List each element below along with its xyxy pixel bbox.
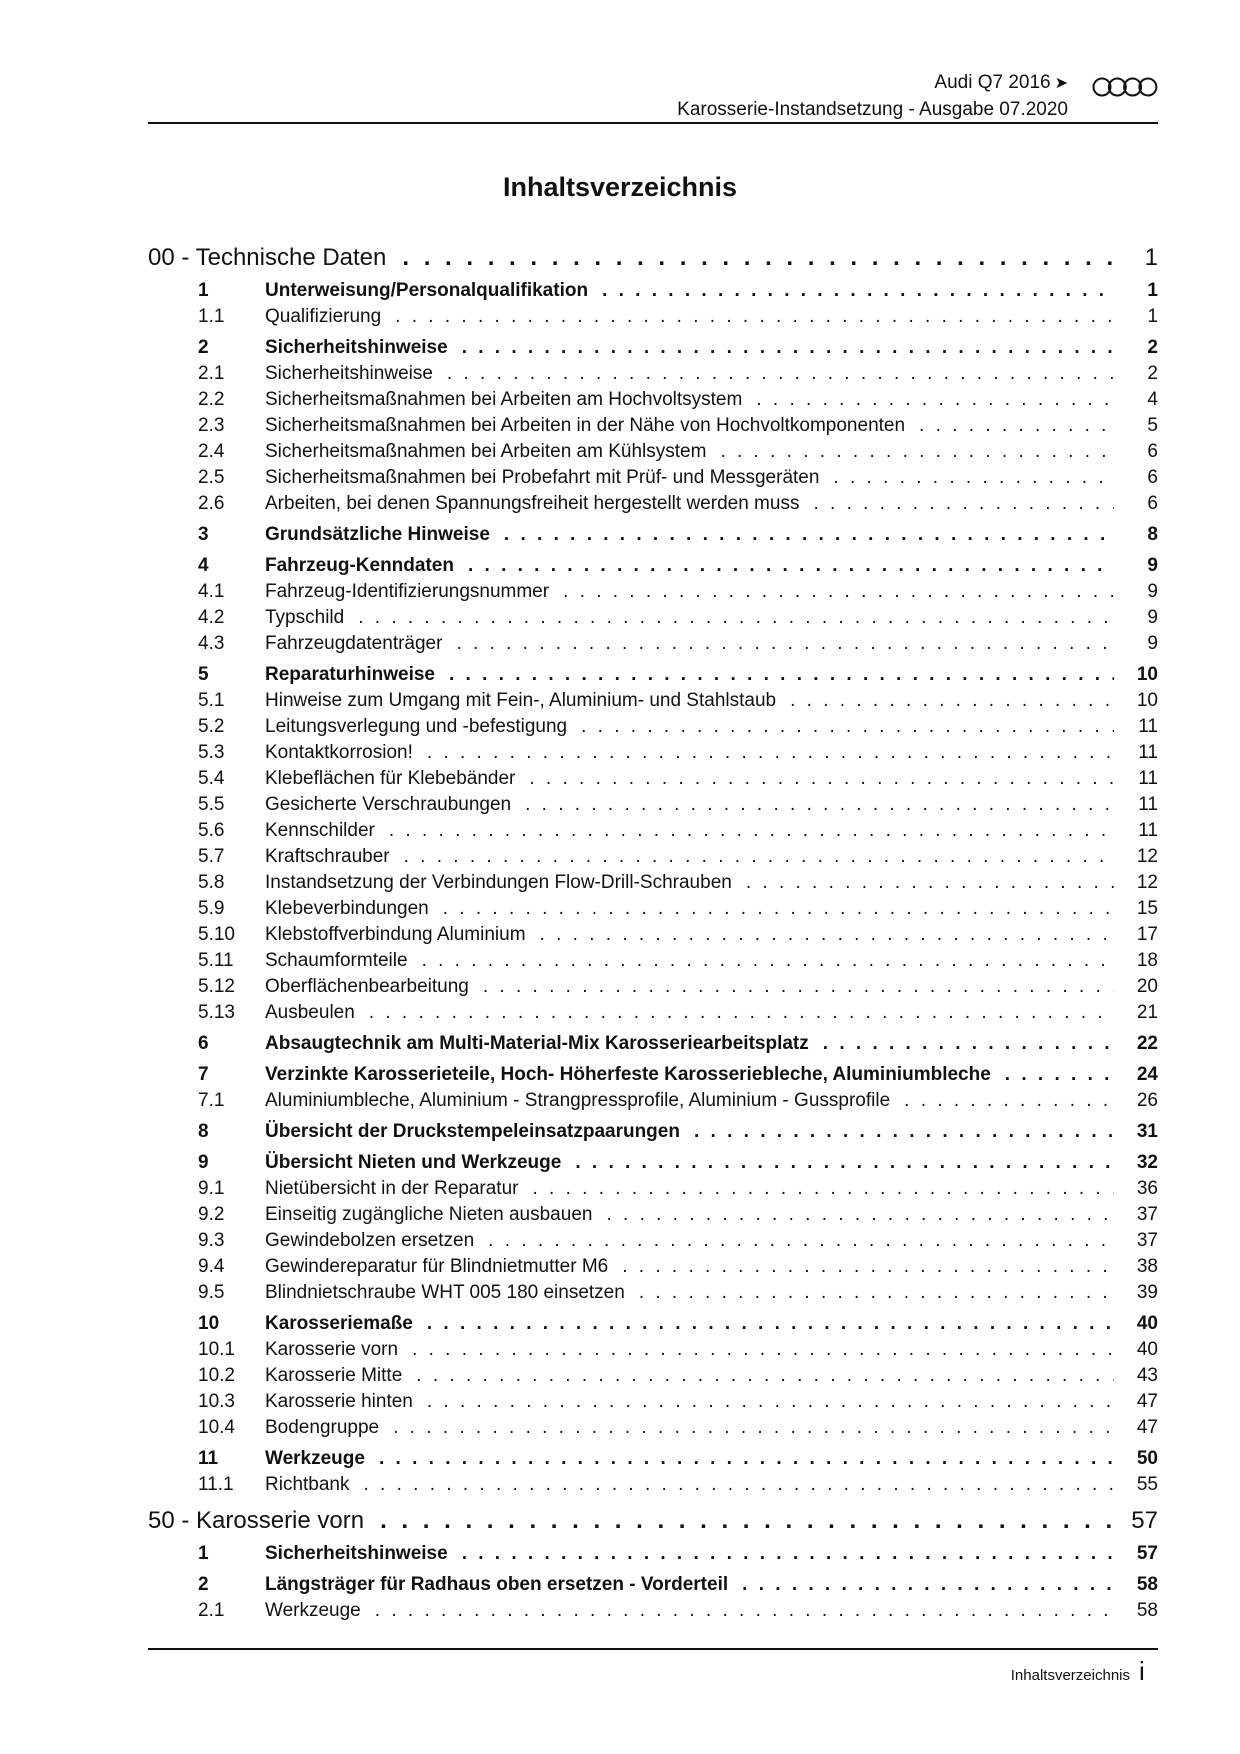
toc-entry-title: Werkzeuge bbox=[265, 1448, 365, 1469]
toc-entry-title: Typschild bbox=[265, 607, 345, 628]
dot-leader bbox=[919, 413, 1114, 439]
toc-entry-number: 2.5 bbox=[198, 467, 225, 488]
dot-leader bbox=[1005, 1062, 1114, 1088]
toc-entry-title: Sicherheitsmaßnahmen bei Arbeiten am Hochvoltsystem bbox=[265, 389, 743, 410]
toc-entry-page: 57 bbox=[1136, 1543, 1158, 1564]
toc-subsection[interactable] bbox=[148, 465, 1158, 491]
toc-entry-number: 6 bbox=[198, 1033, 209, 1054]
toc-subsection[interactable] bbox=[148, 439, 1158, 465]
toc-entry-number: 9 bbox=[198, 1152, 209, 1173]
toc-entry-number: 5.11 bbox=[198, 950, 234, 971]
dot-leader bbox=[379, 1446, 1114, 1472]
toc-subsection[interactable] bbox=[148, 714, 1158, 740]
toc-entry-page: 6 bbox=[1147, 467, 1158, 488]
toc-entry-number: 1 bbox=[198, 1543, 209, 1564]
toc-entry-page: 31 bbox=[1136, 1121, 1158, 1142]
toc-entry-number: 1 bbox=[198, 280, 209, 301]
toc-entry-number: 10 bbox=[198, 1313, 220, 1334]
toc-chapter-page: 1 bbox=[1144, 244, 1158, 271]
toc-entry-title: Ausbeulen bbox=[265, 1002, 355, 1023]
toc-entry-number: 4.3 bbox=[198, 633, 225, 654]
toc-subsection[interactable] bbox=[148, 1000, 1158, 1026]
toc-entry-page: 37 bbox=[1136, 1204, 1158, 1225]
header-divider bbox=[148, 122, 1158, 124]
toc-subsection[interactable] bbox=[148, 818, 1158, 844]
toc-entry-number: 4.2 bbox=[198, 607, 225, 628]
toc-entry-number: 2.6 bbox=[198, 493, 225, 514]
dot-leader bbox=[389, 818, 1114, 844]
toc-entry-title: Karosserie Mitte bbox=[265, 1365, 403, 1386]
toc-section[interactable] bbox=[148, 553, 1158, 579]
dot-leader bbox=[375, 1598, 1114, 1624]
dot-leader bbox=[447, 361, 1114, 387]
toc-section[interactable] bbox=[148, 1541, 1158, 1567]
dot-leader bbox=[720, 439, 1114, 465]
toc-subsection[interactable] bbox=[148, 413, 1158, 439]
toc-entry-title: Sicherheitsmaßnahmen bei Arbeiten am Kühlsystem bbox=[265, 441, 707, 462]
toc-entry-number: 4.1 bbox=[198, 581, 225, 602]
toc-subsection[interactable] bbox=[148, 1254, 1158, 1280]
toc-entry-title: Arbeiten, bei denen Spannungsfreiheit hergestellt werden muss bbox=[265, 493, 800, 514]
toc-entry-number: 5.10 bbox=[198, 924, 235, 945]
toc-entry-page: 58 bbox=[1136, 1600, 1158, 1621]
toc-entry-number: 5.7 bbox=[198, 846, 225, 867]
toc-entry-number: 5.8 bbox=[198, 872, 225, 893]
toc-entry-page: 11 bbox=[1138, 794, 1158, 815]
toc-entry-page: 11 bbox=[1138, 742, 1158, 763]
toc-entry-page: 12 bbox=[1136, 846, 1158, 867]
toc-entry-number: 2 bbox=[198, 1574, 209, 1595]
dot-leader bbox=[456, 631, 1114, 657]
table-of-contents bbox=[148, 243, 1158, 1624]
toc-subsection[interactable] bbox=[148, 491, 1158, 517]
toc-entry-number: 5.6 bbox=[198, 820, 225, 841]
toc-entry-page: 55 bbox=[1136, 1474, 1158, 1495]
toc-entry-page: 40 bbox=[1136, 1339, 1158, 1360]
toc-subsection[interactable] bbox=[148, 792, 1158, 818]
toc-entry-title: Fahrzeug-Identifizierungsnummer bbox=[265, 581, 550, 602]
toc-subsection[interactable] bbox=[148, 1472, 1158, 1498]
toc-entry-title: Gewindebolzen ersetzen bbox=[265, 1230, 475, 1251]
toc-chapter-page: 57 bbox=[1131, 1507, 1158, 1534]
toc-entry-page: 43 bbox=[1136, 1365, 1158, 1386]
toc-entry-title: Bodengruppe bbox=[265, 1417, 380, 1438]
toc-entry-page: 24 bbox=[1136, 1064, 1158, 1085]
toc-entry-title: Werkzeuge bbox=[265, 1600, 361, 1621]
toc-entry-number: 5.4 bbox=[198, 768, 225, 789]
toc-entry-number: 5 bbox=[198, 664, 209, 685]
toc-entry-number: 10.2 bbox=[198, 1365, 235, 1386]
toc-entry-page: 26 bbox=[1136, 1090, 1158, 1111]
toc-entry-title: Sicherheitshinweise bbox=[265, 1543, 448, 1564]
toc-section[interactable] bbox=[148, 662, 1158, 688]
header-subtitle: Karosserie-Instandsetzung - Ausgabe 07.2020 bbox=[677, 99, 1068, 120]
toc-chapter[interactable] bbox=[148, 243, 1158, 273]
toc-entry-title: Fahrzeugdatenträger bbox=[265, 633, 443, 654]
dot-leader bbox=[904, 1088, 1114, 1114]
toc-entry-number: 11 bbox=[198, 1448, 219, 1469]
toc-subsection[interactable] bbox=[148, 922, 1158, 948]
dot-leader bbox=[813, 491, 1114, 517]
toc-entry-page: 37 bbox=[1136, 1230, 1158, 1251]
toc-entry-title: Klebeflächen für Klebebänder bbox=[265, 768, 516, 789]
toc-entry-page: 11 bbox=[1138, 716, 1158, 737]
toc-entry-page: 9 bbox=[1147, 633, 1158, 654]
toc-title: Inhaltsverzeichnis bbox=[502, 172, 738, 202]
toc-entry-title: Kennschilder bbox=[265, 820, 375, 841]
toc-entry-title: Übersicht der Druckstempeleinsatzpaarungen bbox=[265, 1121, 680, 1142]
toc-entry-title: Sicherheitshinweise bbox=[265, 363, 433, 384]
toc-subsection[interactable] bbox=[148, 1176, 1158, 1202]
toc-entry-page: 15 bbox=[1136, 898, 1158, 919]
toc-entry-number: 10.1 bbox=[198, 1339, 235, 1360]
toc-entry-number: 1.1 bbox=[198, 306, 225, 327]
dot-leader bbox=[416, 1363, 1114, 1389]
dot-leader bbox=[462, 1541, 1114, 1567]
dot-leader bbox=[742, 1572, 1114, 1598]
toc-entry-title: Klebeverbindungen bbox=[265, 898, 429, 919]
toc-entry-number: 9.3 bbox=[198, 1230, 225, 1251]
toc-entry-page: 5 bbox=[1147, 415, 1158, 436]
toc-entry-page: 8 bbox=[1147, 524, 1158, 545]
toc-entry-title: Gesicherte Verschraubungen bbox=[265, 794, 512, 815]
dot-leader bbox=[393, 1415, 1114, 1441]
toc-entry-number: 5.9 bbox=[198, 898, 225, 919]
toc-entry-title: Längsträger für Radhaus oben ersetzen - Vorderteil bbox=[265, 1574, 729, 1595]
toc-subsection[interactable] bbox=[148, 766, 1158, 792]
toc-entry-page: 32 bbox=[1136, 1152, 1158, 1173]
toc-entry-page: 38 bbox=[1136, 1256, 1158, 1277]
toc-entry-title: Richtbank bbox=[265, 1474, 350, 1495]
toc-entry-title: Kontaktkorrosion! bbox=[265, 742, 413, 763]
dot-leader bbox=[404, 844, 1114, 870]
toc-entry-page: 2 bbox=[1147, 363, 1158, 384]
toc-entry-page: 4 bbox=[1147, 389, 1158, 410]
toc-entry-page: 2 bbox=[1147, 337, 1158, 358]
dot-leader bbox=[622, 1254, 1114, 1280]
toc-entry-page: 1 bbox=[1147, 280, 1158, 301]
toc-entry-title: Kraftschrauber bbox=[265, 846, 390, 867]
dot-leader bbox=[504, 522, 1114, 548]
toc-entry-page: 6 bbox=[1147, 493, 1158, 514]
toc-entry-page: 9 bbox=[1147, 555, 1158, 576]
toc-entry-title: Reparaturhinweise bbox=[265, 664, 435, 685]
toc-entry-number: 3 bbox=[198, 524, 209, 545]
dot-leader bbox=[823, 1031, 1114, 1057]
toc-entry-number: 10.4 bbox=[198, 1417, 235, 1438]
dot-leader bbox=[364, 1472, 1115, 1498]
toc-entry-page: 10 bbox=[1136, 690, 1158, 711]
toc-entry-title: Leitungsverlegung und -befestigung bbox=[265, 716, 568, 737]
dot-leader bbox=[694, 1119, 1114, 1145]
header-model-text: Audi Q7 2016 bbox=[934, 72, 1051, 93]
toc-entry-title: Schaumformteile bbox=[265, 950, 408, 971]
toc-entry-page: 47 bbox=[1136, 1391, 1158, 1412]
dot-leader bbox=[532, 1176, 1114, 1202]
dot-leader bbox=[358, 605, 1114, 631]
toc-chapter-title: 00 - Technische Daten bbox=[148, 244, 387, 271]
toc-subsection[interactable] bbox=[148, 605, 1158, 631]
toc-subsection[interactable] bbox=[148, 974, 1158, 1000]
toc-entry-page: 17 bbox=[1136, 924, 1158, 945]
toc-entry-number: 5.13 bbox=[198, 1002, 235, 1023]
toc-entry-number: 11.1 bbox=[198, 1474, 234, 1495]
toc-subsection[interactable] bbox=[148, 361, 1158, 387]
toc-entry-title: Blindnietschraube WHT 005 180 einsetzen bbox=[265, 1282, 625, 1303]
dot-leader bbox=[443, 896, 1114, 922]
dot-leader bbox=[756, 387, 1114, 413]
toc-subsection[interactable] bbox=[148, 387, 1158, 413]
toc-entry-page: 9 bbox=[1147, 607, 1158, 628]
toc-entry-page: 18 bbox=[1136, 950, 1158, 971]
toc-entry-title: Sicherheitsmaßnahmen bei Probefahrt mit Prüf- und Messgeräten bbox=[265, 467, 820, 488]
dot-leader bbox=[369, 1000, 1114, 1026]
toc-entry-title: Nietübersicht in der Reparatur bbox=[265, 1178, 519, 1199]
dot-leader bbox=[639, 1280, 1114, 1306]
dot-leader bbox=[540, 922, 1114, 948]
toc-entry-page: 47 bbox=[1136, 1417, 1158, 1438]
toc-entry-title: Übersicht Nieten und Werkzeuge bbox=[265, 1152, 562, 1173]
toc-entry-title: Klebstoffverbindung Aluminium bbox=[265, 924, 526, 945]
toc-subsection[interactable] bbox=[148, 1598, 1158, 1624]
dot-leader bbox=[488, 1228, 1114, 1254]
toc-entry-title: Sicherheitsmaßnahmen bei Arbeiten in der Nähe von Hochvoltkomponenten bbox=[265, 415, 906, 436]
dot-leader bbox=[746, 870, 1114, 896]
toc-subsection[interactable] bbox=[148, 1280, 1158, 1306]
toc-entry-number: 2.3 bbox=[198, 415, 225, 436]
toc-entry-number: 2.1 bbox=[198, 363, 225, 384]
toc-entry-page: 9 bbox=[1147, 581, 1158, 602]
dot-leader bbox=[602, 278, 1114, 304]
toc-entry-title: Fahrzeug-Kenndaten bbox=[265, 555, 454, 576]
toc-entry-page: 58 bbox=[1136, 1574, 1158, 1595]
toc-entry-number: 9.1 bbox=[198, 1178, 225, 1199]
toc-entry-title: Grundsätzliche Hinweise bbox=[265, 524, 490, 545]
toc-entry-page: 12 bbox=[1136, 872, 1158, 893]
dot-leader bbox=[427, 1311, 1114, 1337]
toc-section[interactable] bbox=[148, 1572, 1158, 1598]
toc-section[interactable] bbox=[148, 522, 1158, 548]
toc-entry-number: 5.12 bbox=[198, 976, 235, 997]
toc-section[interactable] bbox=[148, 1062, 1158, 1088]
toc-chapter[interactable] bbox=[148, 1506, 1158, 1536]
toc-entry-number: 5.3 bbox=[198, 742, 225, 763]
dot-leader bbox=[833, 465, 1114, 491]
header-model bbox=[934, 72, 1068, 95]
dot-leader bbox=[462, 335, 1114, 361]
toc-entry-number: 2.1 bbox=[198, 1600, 225, 1621]
toc-entry-title: Karosserie hinten bbox=[265, 1391, 413, 1412]
toc-section[interactable] bbox=[148, 1311, 1158, 1337]
toc-entry-number: 5.5 bbox=[198, 794, 225, 815]
toc-subsection[interactable] bbox=[148, 948, 1158, 974]
dot-leader bbox=[449, 662, 1114, 688]
toc-subsection[interactable] bbox=[148, 1389, 1158, 1415]
footer-divider bbox=[148, 1648, 1158, 1650]
toc-subsection[interactable] bbox=[148, 740, 1158, 766]
toc-subsection[interactable] bbox=[148, 870, 1158, 896]
toc-entry-page: 39 bbox=[1136, 1282, 1158, 1303]
toc-entry-number: 8 bbox=[198, 1121, 209, 1142]
dot-leader bbox=[468, 553, 1114, 579]
dot-leader bbox=[402, 243, 1112, 273]
toc-entry-title: Hinweise zum Umgang mit Fein-, Aluminium- und Stahlstaub bbox=[265, 690, 777, 711]
toc-subsection[interactable] bbox=[148, 579, 1158, 605]
toc-entry-page: 36 bbox=[1136, 1178, 1158, 1199]
toc-entry-page: 6 bbox=[1147, 441, 1158, 462]
dot-leader bbox=[395, 304, 1114, 330]
toc-subsection[interactable] bbox=[148, 1363, 1158, 1389]
toc-entry-page: 10 bbox=[1136, 664, 1158, 685]
dot-leader bbox=[790, 688, 1114, 714]
toc-section[interactable] bbox=[148, 1446, 1158, 1472]
toc-subsection[interactable] bbox=[148, 896, 1158, 922]
toc-entry-title: Oberflächenbearbeitung bbox=[265, 976, 469, 997]
toc-entry-number: 10.3 bbox=[198, 1391, 235, 1412]
dot-leader bbox=[606, 1202, 1114, 1228]
toc-entry-title: Einseitig zugängliche Nieten ausbauen bbox=[265, 1204, 593, 1225]
toc-section[interactable] bbox=[148, 1031, 1158, 1057]
dot-leader bbox=[525, 792, 1114, 818]
toc-entry-number: 7 bbox=[198, 1064, 209, 1085]
toc-entry-title: Instandsetzung der Verbindungen Flow-Drill-Schrauben bbox=[265, 872, 732, 893]
toc-entry-title: Aluminiumbleche, Aluminium - Strangpressprofile, Aluminium - Gussprofile bbox=[265, 1090, 891, 1111]
dot-leader bbox=[529, 766, 1114, 792]
toc-entry-page: 11 bbox=[1138, 820, 1158, 841]
toc-entry-number: 7.1 bbox=[198, 1090, 225, 1111]
footer-label: Inhaltsverzeichnis bbox=[1010, 1667, 1130, 1684]
toc-subsection[interactable] bbox=[148, 631, 1158, 657]
dot-leader bbox=[575, 1150, 1114, 1176]
toc-entry-page: 20 bbox=[1136, 976, 1158, 997]
toc-entry-number: 2.4 bbox=[198, 441, 225, 462]
audi-rings-logo bbox=[1092, 76, 1158, 98]
toc-subsection[interactable] bbox=[148, 304, 1158, 330]
toc-entry-page: 40 bbox=[1136, 1313, 1158, 1334]
toc-section[interactable] bbox=[148, 335, 1158, 361]
toc-entry-number: 4 bbox=[198, 555, 209, 576]
toc-entry-title: Unterweisung/Personalqualifikation bbox=[265, 280, 589, 301]
dot-leader bbox=[563, 579, 1114, 605]
toc-entry-title: Karosserie vorn bbox=[265, 1339, 399, 1360]
toc-section[interactable] bbox=[148, 1150, 1158, 1176]
toc-entry-page: 1 bbox=[1147, 306, 1158, 327]
toc-entry-page: 50 bbox=[1136, 1448, 1158, 1469]
toc-section[interactable] bbox=[148, 1119, 1158, 1145]
toc-subsection[interactable] bbox=[148, 688, 1158, 714]
toc-entry-page: 11 bbox=[1138, 768, 1158, 789]
dot-leader bbox=[412, 1337, 1114, 1363]
toc-entry-number: 2.2 bbox=[198, 389, 225, 410]
toc-chapter-title: 50 - Karosserie vorn bbox=[148, 1507, 365, 1534]
toc-entry-page: 22 bbox=[1136, 1033, 1158, 1054]
footer-page-number: i bbox=[1139, 1656, 1145, 1686]
toc-subsection[interactable] bbox=[148, 1228, 1158, 1254]
toc-entry-title: Karosseriemaße bbox=[265, 1313, 413, 1334]
dot-leader bbox=[483, 974, 1114, 1000]
toc-entry-number: 9.2 bbox=[198, 1204, 225, 1225]
dot-leader bbox=[581, 714, 1114, 740]
toc-entry-number: 9.5 bbox=[198, 1282, 225, 1303]
dot-leader bbox=[427, 1389, 1114, 1415]
toc-entry-number: 5.2 bbox=[198, 716, 225, 737]
toc-entry-number: 5.1 bbox=[198, 690, 225, 711]
dot-leader bbox=[380, 1506, 1112, 1536]
toc-subsection[interactable] bbox=[148, 1202, 1158, 1228]
dot-leader bbox=[427, 740, 1114, 766]
toc-entry-title: Absaugtechnik am Multi-Material-Mix Karosseriearbeitsplatz bbox=[265, 1033, 809, 1054]
toc-entry-title: Verzinkte Karosserieteile, Hoch- Höherfeste Karosseriebleche, Aluminiumbleche bbox=[265, 1064, 991, 1085]
toc-section[interactable] bbox=[148, 278, 1158, 304]
arrow-icon: ➤ bbox=[1054, 75, 1068, 92]
toc-entry-number: 2 bbox=[198, 337, 209, 358]
toc-subsection[interactable] bbox=[148, 1415, 1158, 1441]
toc-subsection[interactable] bbox=[148, 844, 1158, 870]
toc-entry-number: 9.4 bbox=[198, 1256, 225, 1277]
toc-subsection[interactable] bbox=[148, 1088, 1158, 1114]
dot-leader bbox=[422, 948, 1114, 974]
toc-entry-title: Qualifizierung bbox=[265, 306, 382, 327]
toc-entry-page: 21 bbox=[1136, 1002, 1158, 1023]
toc-subsection[interactable] bbox=[148, 1337, 1158, 1363]
toc-entry-title: Gewindereparatur für Blindnietmutter M6 bbox=[265, 1256, 609, 1277]
toc-entry-title: Sicherheitshinweise bbox=[265, 337, 448, 358]
